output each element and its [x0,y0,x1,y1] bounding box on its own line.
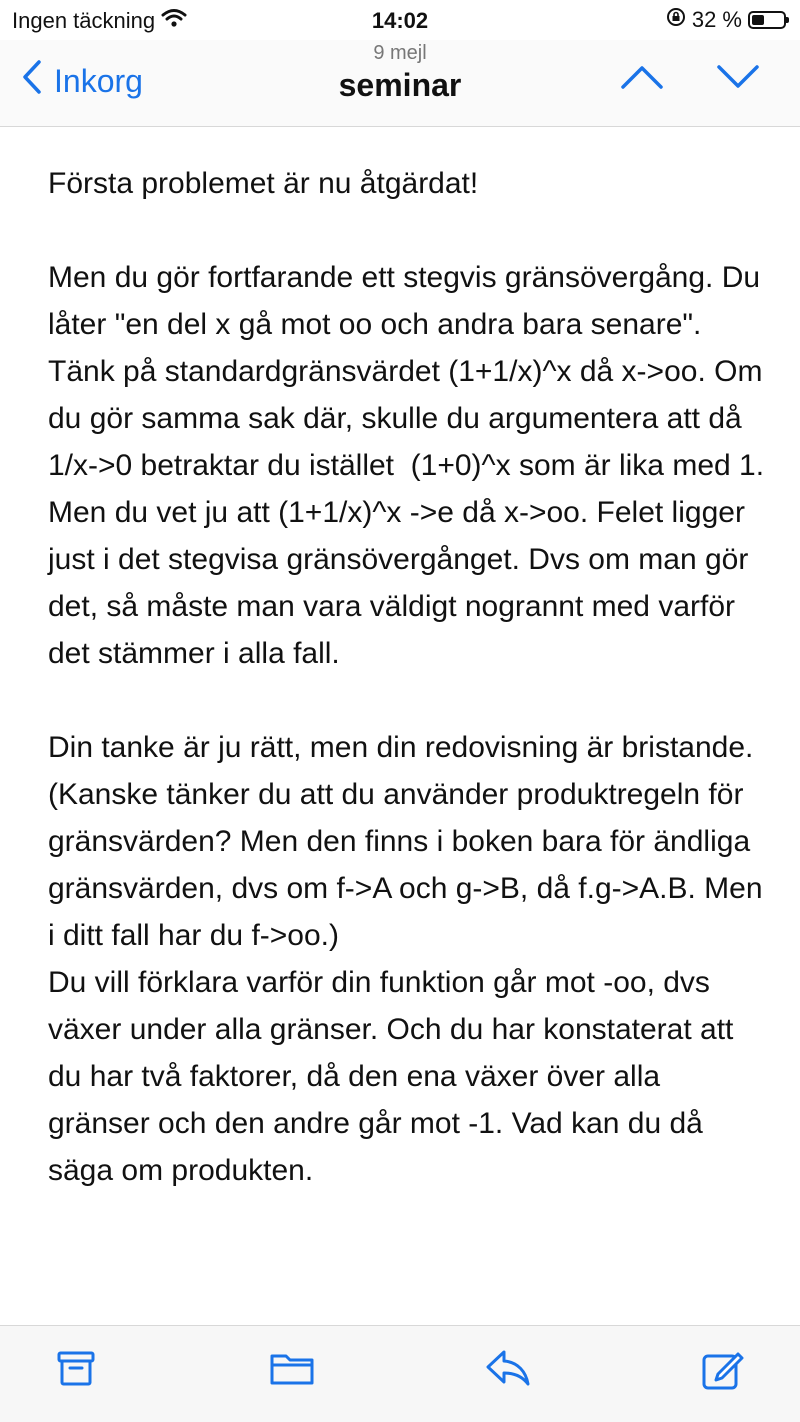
rotation-lock-icon [666,7,686,33]
back-button-label: Inkorg [54,62,143,99]
battery-icon [748,11,786,29]
message-navigation [620,64,760,95]
bottom-toolbar [0,1325,800,1422]
message-paragraph: Men du gör fortfarande ett stegvis gränsövergång. Du låter "en del x gå mot oo och andra bara senare". Tänk på standardgränsvärdet (1+1/x)^x då x->oo. Om du gör samma sak där, skulle du argumentera att då 1/x->0 betraktar du istället (1+0)^x som är lika med 1. Men du vet ju att (1+1/x)^x ->e då x->oo. Felet ligger just i det stegvisa gränsövergånget. Dvs om man gör det, så måste man vara väldigt nogrannt med varför det stämmer i alla fall. [48,261,773,670]
chevron-down-icon[interactable] [716,64,760,95]
mail-count: 9 mejl [373,42,427,64]
carrier-label: Ingen täckning [12,8,156,33]
status-time: 14:02 [371,8,429,33]
message-paragraph: Första problemet är nu åtgärdat! [48,167,479,200]
archive-icon[interactable] [56,1348,96,1393]
reply-icon[interactable] [484,1348,532,1393]
nav-bar [0,40,800,127]
chevron-up-icon[interactable] [620,64,664,95]
compose-icon[interactable] [700,1348,744,1397]
thread-title: seminar [338,67,462,103]
status-right [666,7,786,33]
folder-icon[interactable] [268,1348,316,1393]
message-paragraph: Du vill förklara varför din funktion går mot -oo, dvs växer under alla gränser. Och du har konstaterat att du har två faktorer, då den ena växer över alla gränser och den andre går mot -1. Vad kan du då säga om produkten. [48,966,742,1187]
message-body [48,160,773,1194]
status-bar [0,0,800,40]
battery-percent: 32 % [691,7,742,32]
message-paragraph: Din tanke är ju rätt, men din redovisning är bristande. (Kanske tänker du att du använder produktregeln för gränsvärden? Men den finns i boken bara för ändliga gränsvärden, dvs om f->A och g->B, då f.g->A.B. Men i ditt fall har du f->oo.) [48,731,771,952]
